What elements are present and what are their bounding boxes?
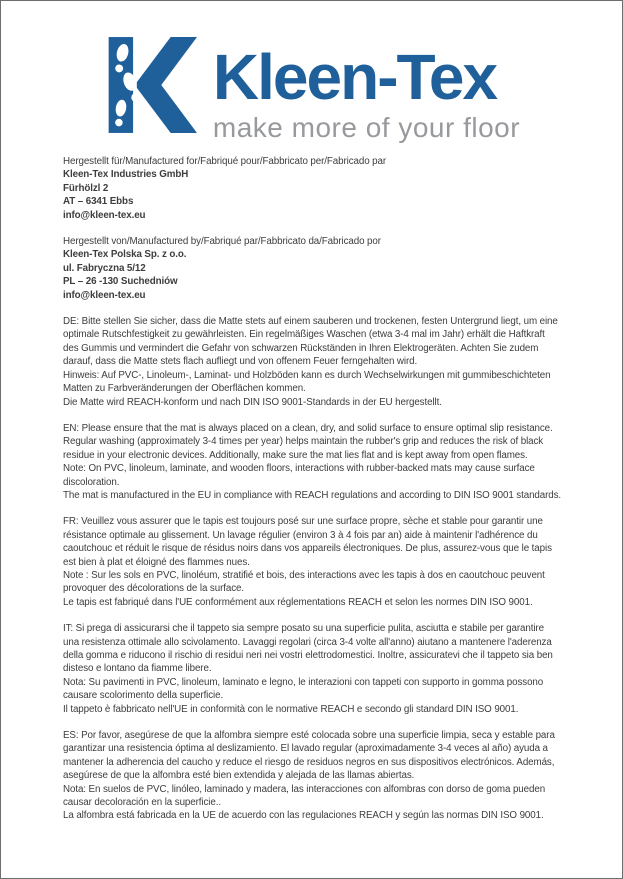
instructions-en-body: EN: Please ensure that the mat is always placed on a clean, dry, and solid surface to ensure optimal slip resistance. Regular washing (approximately 3-4 times per year) helps maintain the rubber's grip and reduces the risk of black residue in your electronic devices. Additionally, make sure the mat lies flat and is kept away from open flames. [63,422,553,461]
instructions-de [63,315,562,409]
instructions-en-compliance: The mat is manufactured in the EU in compliance with REACH regulations and according to DIN ISO 9001 standards. [63,489,562,501]
kleen-tex-k-footprints-icon [103,35,197,135]
manufactured-by-city: PL – 26 -130 Suchedniów [63,276,178,288]
instructions-fr-compliance: Le tapis est fabriqué dans l'UE conformément aux réglementations REACH et selon les normes DIN ISO 9001. [63,596,533,608]
manufactured-for-block [63,155,562,222]
manufactured-for-heading: Hergestellt für/Manufactured for/Fabriqué pour/Fabbricato per/Fabricado par [63,156,387,167]
instructions-de-note: Hinweis: Auf PVC-, Linoleum-, Laminat- und Holzböden kann es durch Wechselwirkungen mit gummibeschichteten Matten zu Farbveränderungen der Oberflächen kommen. [63,369,551,395]
logo-text [212,41,521,144]
brand-name: Kleen-Tex [212,41,497,113]
instructions-en-note: Note: On PVC, linoleum, laminate, and wooden floors, interactions with rubber-backed mats may cause surface discoloration. [63,463,535,488]
instructions-es-body: ES: Por favor, asegúrese de que la alfombra siempre esté colocada sobre una superficie limpia, seca y estable para garantizar una resistencia óptima al deslizamiento. El lavado regular (aproximadamente 3-4 veces al año) ayuda a mantener la adherencia del caucho y reduce el riesgo de residuos negros en sus dispositivos electrónicos. Además, asegúrese de que la alfombra esté bien extendida y alejada de las llamas abiertas. [63,730,555,782]
manufactured-by-company: Kleen-Tex Polska Sp. z o.o. [63,249,187,261]
manufactured-by-email: info@kleen-tex.eu [63,289,146,301]
instructions-en [63,422,562,502]
manufactured-for-city: AT – 6341 Ebbs [63,196,134,208]
instructions-fr-body: FR: Veuillez vous assurer que le tapis est toujours posé sur une surface propre, sèche et stable pour garantir une résistance optimale au glissement. Un lavage régulier (environ 3 à 4 fois par an) aide à maintenir l'adhérence du caoutchouc et réduit le risque de résidus noirs dans vos appareils électroniques. De plus, assurez-vous que le tapis est bien à plat et éloigné des flammes nues. [63,516,552,568]
instructions-es [63,729,562,823]
instructions-de-compliance: Die Matte wird REACH-konform und nach DIN ISO 9001-Standards in der EU hergestellt. [63,396,442,408]
manufactured-by-street: ul. Fabryczna 5/12 [63,262,146,274]
manufactured-for-street: Fürhölzl 2 [63,182,109,194]
instructions-fr [63,515,562,609]
manufactured-by-block [63,235,562,302]
manufactured-by-heading: Hergestellt von/Manufactured by/Fabriqué par/Fabbricato da/Fabricado por [63,236,381,248]
instructions-es-note: Nota: En suelos de PVC, linóleo, laminado y madera, las interacciones con alfombras con dorso de goma pueden causar decoloración en la superficie.. [63,783,546,809]
instructions-it [63,622,562,716]
instructions-de-body: DE: Bitte stellen Sie sicher, dass die Matte stets auf einem sauberen und trockenen, festen Untergrund liegt, um eine optimale Rutschfestigkeit zu gewährleisten. Ein regelmäßiges Waschen (etwa 3-4 mal im Jahr) erhält die Haftkraft des Gummis und vermindert die Gefahr von schwarzen Rückständen in Ihren Elektrogeräten. Achten Sie zudem darauf, dass die Matte stets flach aufliegt und von offenem Feuer ferngehalten wird. [63,316,558,368]
instructions-es-compliance: La alfombra está fabricada en la UE de acuerdo con las regulaciones REACH y según las normas DIN ISO 9001. [63,810,544,822]
document-body [63,155,562,823]
instructions-it-body: IT: Si prega di assicurarsi che il tappeto sia sempre posato su una superficie pulita, asciutta e stabile per garantire una resistenza ottimale allo scivolamento. Lavaggi regolari (circa 3-4 volte all'anno) aiutano a mantenere l'aderenza della gomma e riducono il rischio di residui neri nei vostri elettrodomestici. Inoltre, assicuratevi che il tappeto sia ben disteso e lontano da fiamme libere. [63,623,553,675]
manufactured-for-company: Kleen-Tex Industries GmbH [63,169,189,181]
instructions-it-note: Nota: Su pavimenti in PVC, linoleum, laminato e legno, le interazioni con tappeti con supporto in gomma possono causare scolorimento della superficie. [63,676,544,702]
manufactured-for-email: info@kleen-tex.eu [63,209,146,221]
brand-tagline: make more of your floor [212,112,521,143]
instructions-fr-note: Note : Sur les sols en PVC, linoléum, stratifié et bois, des interactions avec les tapis à dos en caoutchouc peuvent provoquer des décolorations de la surface. [63,569,545,595]
kleen-tex-logo [1,33,622,149]
instructions-it-compliance: Il tappeto è fabbricato nell'UE in conformità con le normative REACH e secondo gli standard DIN ISO 9001. [63,703,519,715]
